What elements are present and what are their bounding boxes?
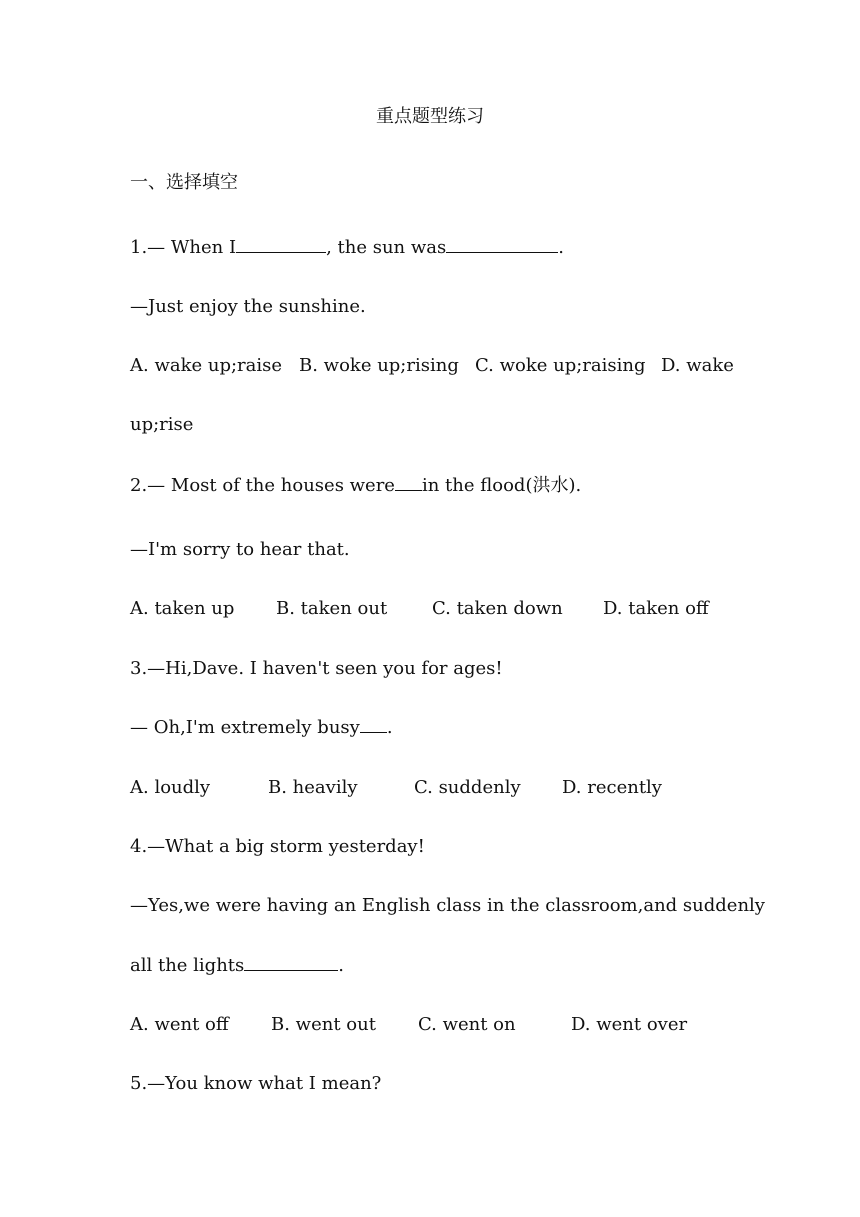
question-2-option-b: B. taken out: [276, 598, 388, 619]
question-1-option-d: D. wake: [661, 355, 734, 376]
section-heading: 一、选择填空: [130, 172, 238, 193]
page-title: 重点题型练习: [376, 106, 484, 127]
question-2-stem: [130, 474, 581, 498]
question-4-reply: —Yes,we were having an English class in the classroom,and suddenly: [130, 895, 765, 916]
question-4-option-d: D. went over: [571, 1014, 688, 1035]
question-3-option-c: C. suddenly: [414, 777, 521, 798]
question-3-stem: 3.—Hi,Dave. I haven't seen you for ages!: [130, 658, 503, 679]
question-2-reply: —I'm sorry to hear that.: [130, 539, 350, 560]
answer-blank: [236, 236, 326, 253]
question-5-stem: 5.—You know what I mean?: [130, 1073, 382, 1094]
question-1-option-c: C. woke up;raising: [475, 355, 646, 376]
question-2-option-c: C. taken down: [432, 598, 563, 619]
question-3-option-d: D. recently: [562, 777, 662, 798]
question-1-stem-part2: , the sun was: [326, 237, 447, 258]
question-1-stem-part1: 1.— When I: [130, 237, 237, 258]
question-3-option-a: A. loudly: [130, 777, 211, 798]
question-3-reply: [130, 716, 393, 740]
question-4-reply-wrap-part2: .: [338, 955, 345, 976]
question-3-reply-part2: .: [386, 717, 393, 738]
question-3-option-b: B. heavily: [268, 777, 358, 798]
question-1-stem-part3: .: [558, 237, 564, 258]
question-2-stem-part1: 2.— Most of the houses were: [130, 475, 395, 496]
question-2-stem-part2: in the flood(洪水).: [421, 475, 582, 496]
answer-blank: [395, 474, 422, 491]
answer-blank: [244, 954, 338, 971]
answer-blank: [446, 236, 558, 253]
question-4-reply-wrap-part1: all the lights: [130, 955, 245, 976]
question-4-option-a: A. went off: [130, 1014, 229, 1035]
question-1-option-a: A. wake up;raise: [130, 355, 283, 376]
question-4-option-b: B. went out: [271, 1014, 376, 1035]
question-4-stem: 4.—What a big storm yesterday!: [130, 836, 425, 857]
question-1-reply: —Just enjoy the sunshine.: [130, 296, 366, 317]
question-1-stem: [130, 236, 564, 260]
question-3-reply-part1: — Oh,I'm extremely busy: [130, 717, 360, 738]
question-1-option-d-wrap: up;rise: [130, 414, 194, 435]
question-2-option-a: A. taken up: [130, 598, 235, 619]
answer-blank: [360, 716, 387, 733]
question-4-option-c: C. went on: [418, 1014, 516, 1035]
question-2-option-d: D. taken off: [603, 598, 709, 619]
question-4-reply-wrap: [130, 954, 344, 978]
question-1-option-b: B. woke up;rising: [299, 355, 459, 376]
